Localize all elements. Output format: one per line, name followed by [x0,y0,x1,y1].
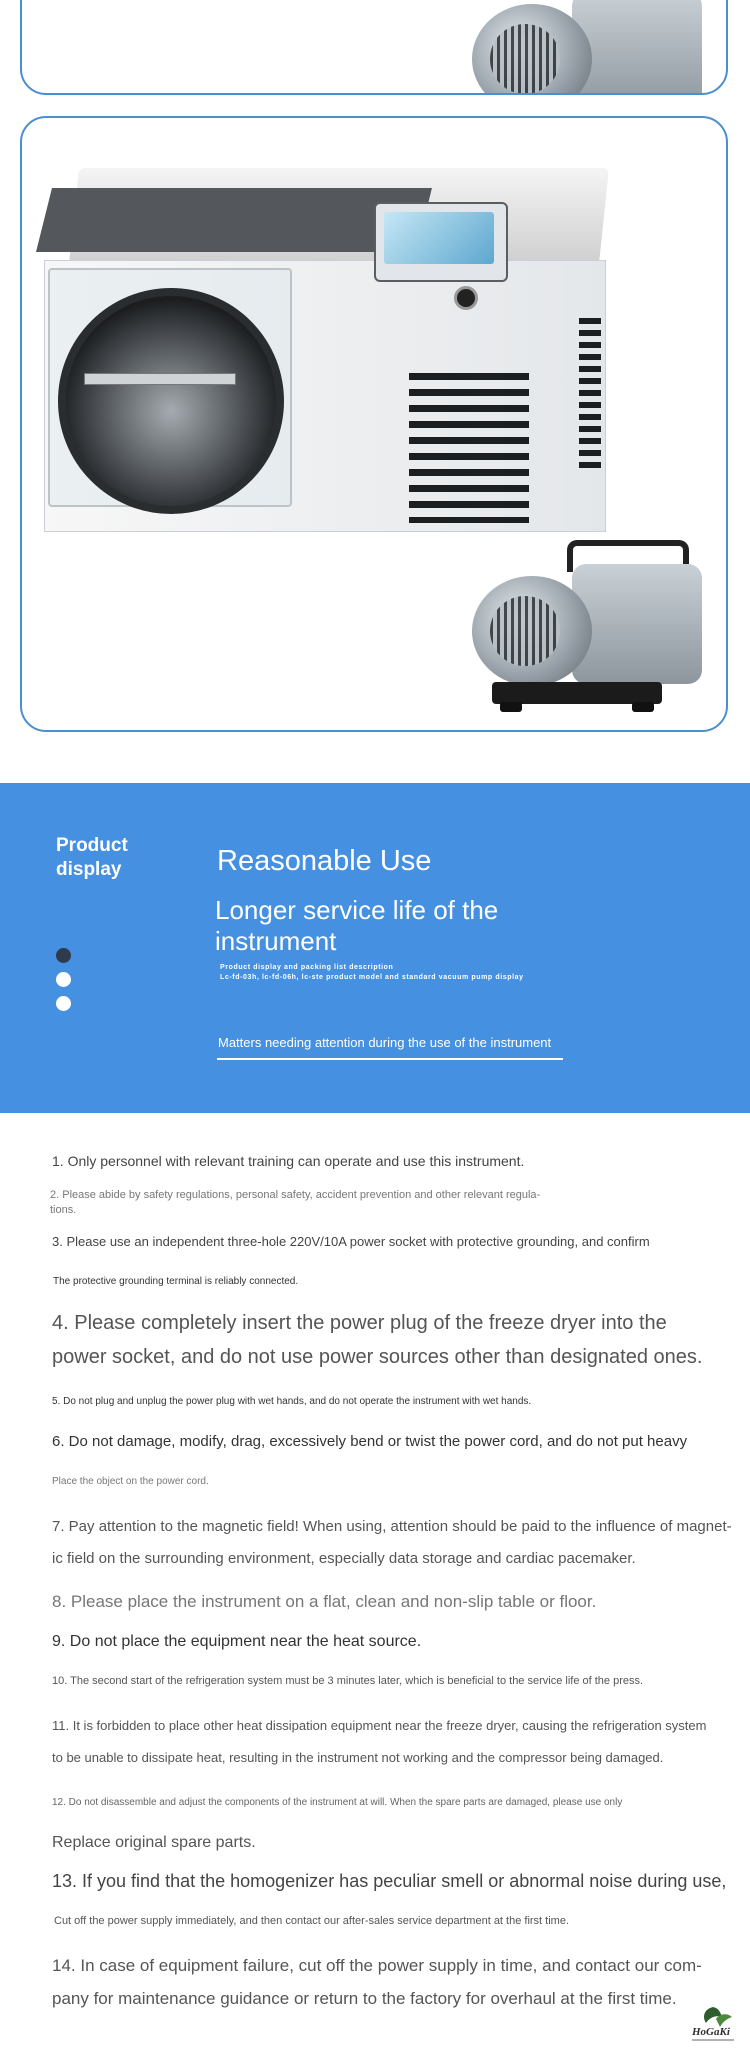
touch-screen-icon [384,212,494,264]
note-11a: 11. It is forbidden to place other heat dissipation equipment near the freeze dryer, causing the refrigeration system [52,1718,707,1733]
product-card-main [20,116,728,732]
banner-subheading: Longer service life of the instrument [215,895,499,956]
product-display-label: Product display [56,835,128,880]
carousel-dot-1[interactable] [56,948,71,963]
note-4a: 4. Please completely insert the power plug of the freeze dryer into the [52,1312,667,1334]
product-card-top [20,0,728,95]
note-12: 12. Do not disassemble and adjust the components of the instrument at will. When the spare parts are damaged, please use only [52,1797,623,1808]
note-6b: Place the object on the power cord. [52,1476,209,1487]
note-13b: Cut off the power supply immediately, and then contact our after-sales service department at the first time. [54,1915,570,1927]
vacuum-pump-image-2 [472,534,712,704]
note-3b: The protective grounding terminal is reliably connected. [53,1276,299,1287]
knob-icon [454,286,478,310]
note-7a: 7. Pay attention to the magnetic field! When using, attention should be paid to the influence of magnet- [52,1518,732,1535]
freeze-dryer-image [44,168,624,538]
note-10: 10. The second start of the refrigeration system must be 3 minutes later, which is beneficial to the service life of the press. [52,1675,644,1687]
product-display-banner [0,783,750,1113]
carousel-dot-3[interactable] [56,996,71,1011]
note-2b: tions. [50,1204,77,1216]
note-14a: 14. In case of equipment failure, cut off the power supply in time, and contact our com- [52,1956,702,1975]
note-14b: pany for maintenance guidance or return to the factory for overhaul at the first time. [52,1989,677,2008]
note-11b: to be unable to dissipate heat, resulting in the instrument not working and the compressor being damaged. [52,1750,664,1765]
banner-heading: Reasonable Use [217,845,432,877]
note-12b: Replace original spare parts. [52,1834,256,1851]
brand-logo [690,2003,736,2043]
note-8: 8. Please place the instrument on a flat, clean and non-slip table or floor. [52,1592,597,1611]
note-7b: ic field on the surrounding environment, especially data storage and cardiac pacemaker. [52,1550,636,1567]
note-3: 3. Please use an independent three-hole 220V/10A power socket with protective grounding, and confirm [52,1234,650,1249]
banner-matters-text: Matters needing attention during the use of the instrument [218,1035,552,1050]
note-9: 9. Do not place the equipment near the heat source. [52,1633,422,1650]
note-13: 13. If you find that the homogenizer has peculiar smell or abnormal noise during use, [52,1871,727,1891]
banner-underline [217,1058,563,1060]
svg-text:HoGaKi: HoGaKi [692,2026,730,2038]
note-5: 5. Do not plug and unplug the power plug with wet hands, and do not operate the instrument with wet hands. [52,1396,532,1407]
carousel-dot-2[interactable] [56,972,71,987]
note-2a: 2. Please abide by safety regulations, personal safety, accident prevention and other relevant regula- [50,1189,541,1201]
banner-small-line-1: Product display and packing list description Lc-fd-03h, lc-fd-06h, lc-ste product model and standard vacuum pump display [220,964,524,981]
vacuum-pump-image [472,0,712,95]
note-6: 6. Do not damage, modify, drag, excessively bend or twist the power cord, and do not put heavy [52,1433,688,1450]
note-4b: power socket, and do not use power sources other than designated ones. [52,1346,703,1368]
note-1: 1. Only personnel with relevant training can operate and use this instrument. [52,1153,525,1169]
